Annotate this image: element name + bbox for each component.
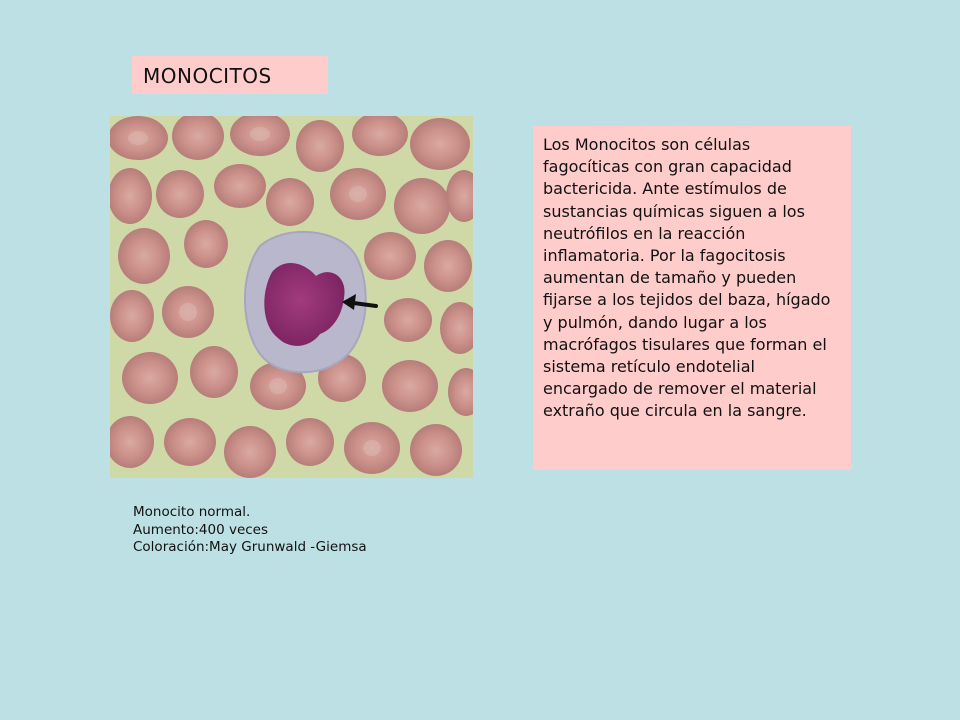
caption-line-1: Monocito normal. bbox=[133, 504, 251, 520]
slide-title: MONOCITOS bbox=[132, 56, 328, 94]
description-box bbox=[533, 126, 851, 470]
description-text: Los Monocitos son células fagocíticas con gran capacidad bactericida. Ante estímulos de sustancias químicas siguen a los neutrófilos en la reacción inflamatoria. Por la fagocitosis aumentan de tamaño y pueden fijarse a los tejidos del baza, hígado y pulmón, dando lugar a los macrófagos tisulares que forman el sistema retículo endotelial encargado de remover el material extraño que circula en la sangre. bbox=[543, 135, 831, 421]
micrograph-caption bbox=[133, 504, 367, 557]
caption-line-2: Aumento:400 veces bbox=[133, 521, 269, 538]
monocyte-micrograph bbox=[110, 116, 473, 478]
caption-line-3: Coloración:May Grunwald -Giemsa bbox=[133, 539, 367, 555]
